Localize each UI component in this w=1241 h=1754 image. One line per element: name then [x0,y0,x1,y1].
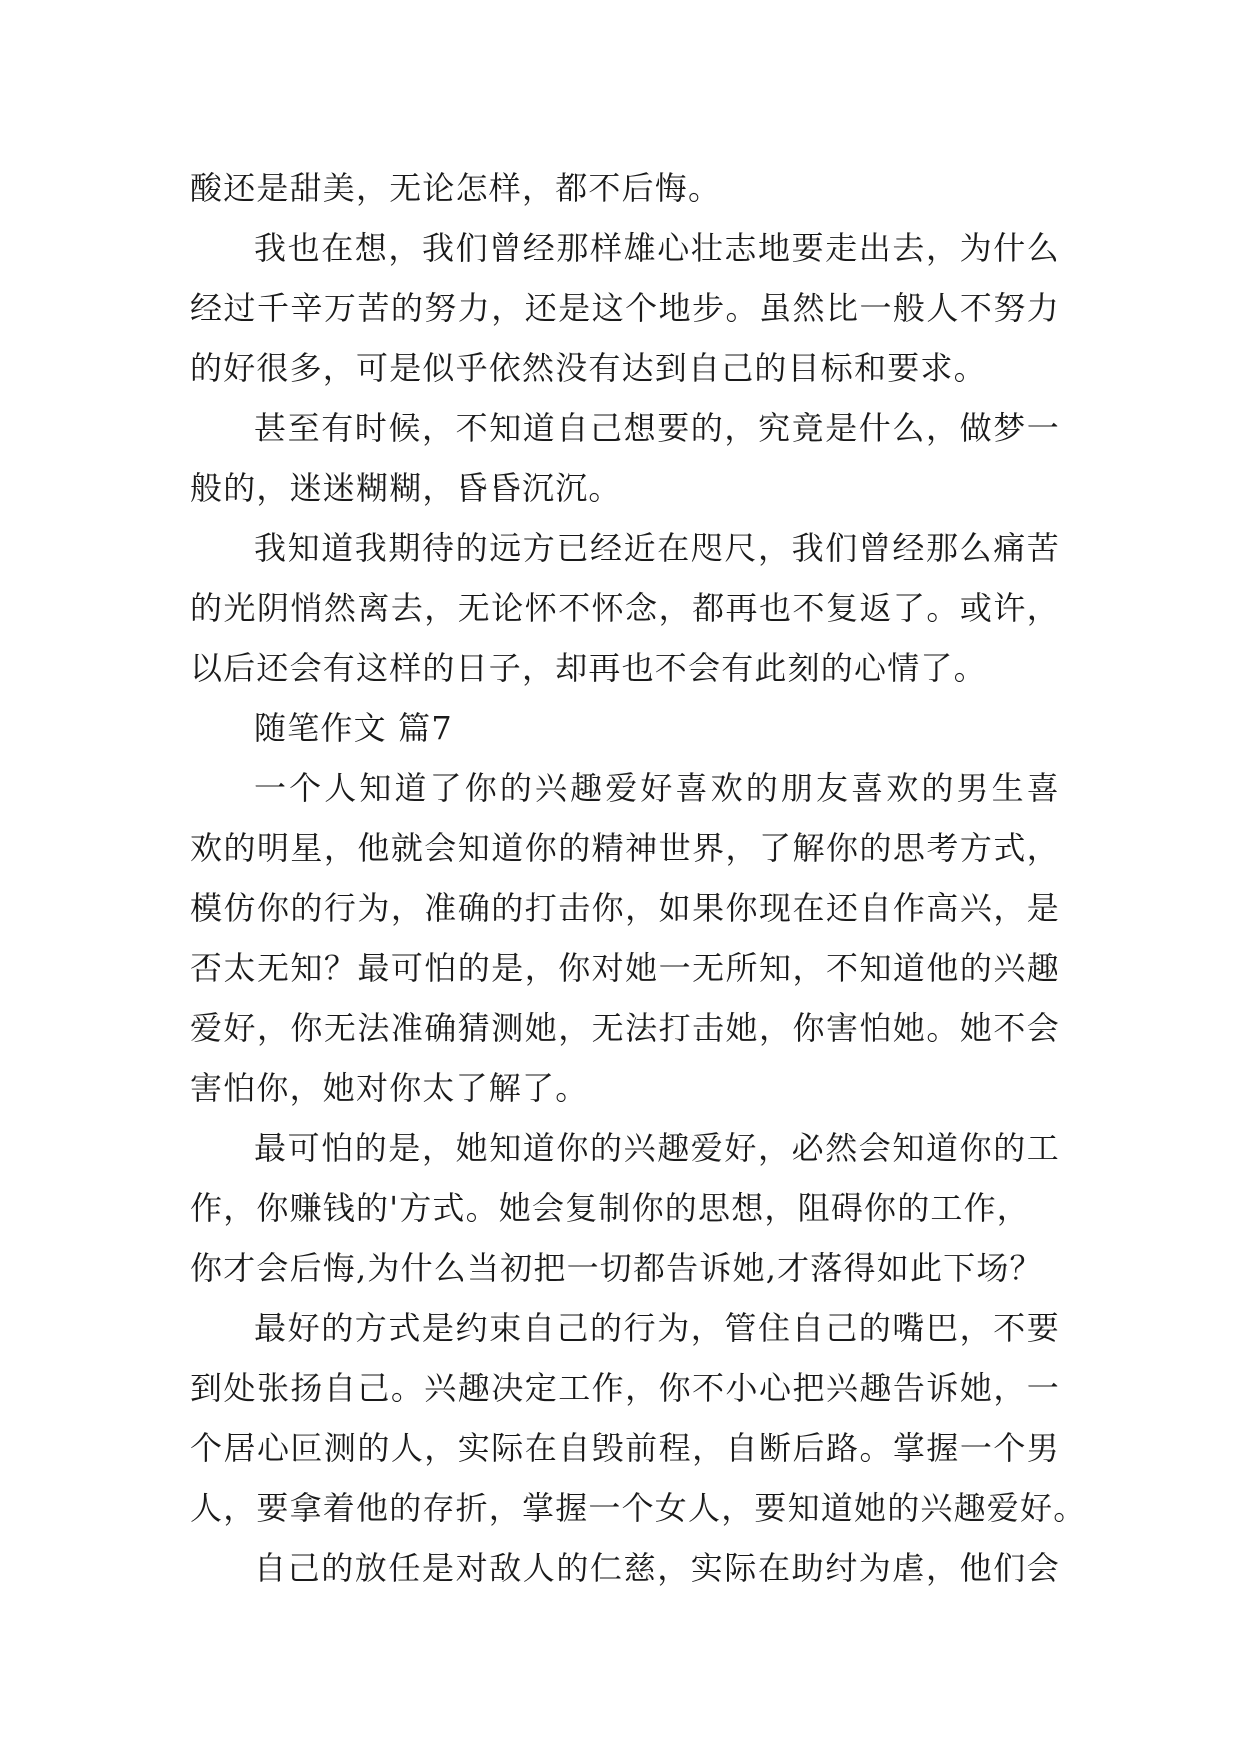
text-line: 的光阴悄然离去，无论怀不怀念，都再也不复返了。或许， [190,589,1060,627]
text-line: 爱好，你无法准确猜测她，无法打击她，你害怕她。她不会 [190,1009,1060,1047]
text-line: 模仿你的行为，准确的打击你，如果你现在还自作高兴，是 [190,889,1060,927]
text-line: 欢的明星，他就会知道你的精神世界，了解你的思考方式， [190,829,1060,867]
text-line: 甚至有时候，不知道自己想要的，究竟是什么，做梦一 [254,409,1060,447]
text-line: 你才会后悔,为什么当初把一切都告诉她,才落得如此下场？ [190,1249,1043,1287]
text-line: 以后还会有这样的日子，却再也不会有此刻的心情了。 [190,649,987,687]
text-line: 人，要拿着他的存折，掌握一个女人，要知道她的兴趣爱好。 [190,1489,1087,1527]
text-line: 我也在想，我们曾经那样雄心壮志地要走出去，为什么 [254,229,1060,267]
text-line: 我知道我期待的远方已经近在咫尺，我们曾经那么痛苦 [254,529,1060,567]
text-line: 作，你赚钱的'方式。她会复制你的思想，阻碍你的工作， [190,1189,1030,1227]
text-line: 酸还是甜美，无论怎样，都不后悔。 [190,169,722,207]
text-line: 到处张扬自己。兴趣决定工作，你不小心把兴趣告诉她，一 [190,1369,1060,1407]
text-line: 最可怕的是，她知道你的兴趣爱好，必然会知道你的工 [254,1129,1060,1167]
text-line: 经过千辛万苦的努力，还是这个地步。虽然比一般人不努力 [190,289,1060,327]
text-line: 否太无知？最可怕的是，你对她一无所知，不知道他的兴趣 [190,949,1060,987]
text-line: 的好很多，可是似乎依然没有达到自己的目标和要求。 [190,349,987,387]
text-line: 自己的放任是对敌人的仁慈，实际在助纣为虐，他们会 [254,1549,1060,1587]
section-heading: 随笔作文 篇7 [254,709,453,747]
text-line: 一个人知道了你的兴趣爱好喜欢的朋友喜欢的男生喜 [254,769,1060,807]
document-body [190,158,1087,1598]
text-line: 害怕你，她对你太了解了。 [190,1069,589,1107]
text-line: 般的，迷迷糊糊，昏昏沉沉。 [190,469,622,507]
text-line: 最好的方式是约束自己的行为，管住自己的嘴巴，不要 [254,1309,1060,1347]
text-line: 个居心叵测的人，实际在自毁前程，自断后路。掌握一个男 [190,1429,1060,1467]
